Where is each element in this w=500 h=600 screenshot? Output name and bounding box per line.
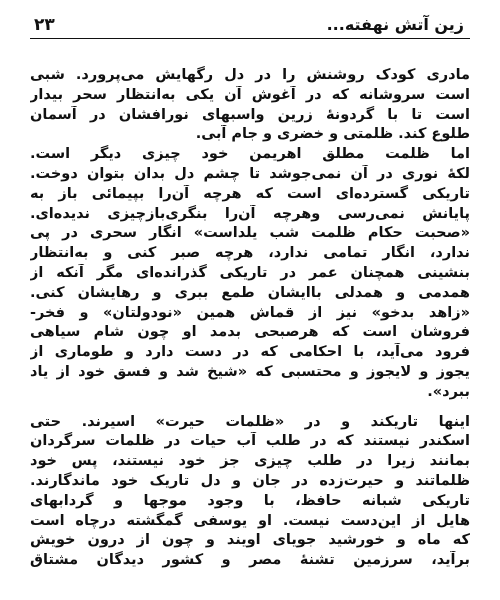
page-header [30,14,470,36]
text-line: اما ظلمت مطلق اهریمن خود چیزی دیگر است. [30,146,470,163]
text-line: اسکندر نیستند که در طلب آب حیات در ظلمات سرگردان [30,433,470,450]
body-text [30,66,470,571]
text-line: فروشان است که هرصبحی بدمد او چون شام سیاهی [30,324,470,341]
text-line: طلوع کند. ظلمتی و خضری و جام آبی. [195,126,470,143]
text-line: که ماه و خورشید جویای اویند و چون از درون خویش [30,532,470,549]
text-line: مادری کودک روشنش را در دل رگهایش می‌پرورد. شبی [30,67,470,83]
text-line: اینها تاریکند و در «ظلمات حیرت» اسیرند. حتی [30,413,470,430]
text-line: تاریکی شبانه حافظ، با وجود موجها و گردابهای [30,492,470,509]
text-line: بنشینی همچنان عمر در تاریکی گذرانده‌ای مگر آنکه از [30,264,470,281]
text-line: همدمی و همدلی باایشان طمع ببری و رهایشان کنی. [30,284,470,301]
text-line: لکهٔ نوری در آن نمی‌جوشد تا چشم دل بدان بتوان دوخت. [30,165,470,182]
text-line: ظلماتند و حیرت‌زده در جان و دل تاریک خود ماندگارند. [30,472,470,489]
running-title: زین آتش نهفته... [326,15,464,34]
text-line: پایانش نمی‌رسی وهرچه آن‌را بنگری‌بازچیزی ندیده‌ای. [30,205,470,222]
page-number: ۲۳ [34,15,55,35]
text-line: «زاهد بدخو» نیز از قماش همین «نودولتان» و فخر- [30,304,470,321]
text-line: «صحبت حکام ظلمت شب یلداست» انگار سحری در پی [30,225,470,242]
text-line: بمانند زیرا در طلب چیزی جز خود نیستند، پس خود [30,453,470,470]
paragraph-gap [30,403,470,413]
text-line: ببرد». [427,383,470,400]
text-line: ندارد، انگار تمامی ندارد، هرچه صبر کنی و به‌انتظار [30,245,470,262]
text-line: تاریکی گسترده‌ای است که هرچه آن‌را بپیمائی باز به [30,185,470,202]
text-line: است تا با گردونهٔ زرین واسبهای نورافشان در آسمان [30,106,470,123]
text-line: فرود می‌آید، با احکامی که در دست دارد و طوماری از [30,344,470,361]
text-line: است سروشانه که در آغوش آن یکی به‌انتظار سحر بیدار [30,86,470,103]
text-line: یجوز و لایجوز و محتسبی که «شیخ شد و فسق خود از یاد [30,363,470,380]
text-line: برآید، سرزمین تشنهٔ مصر و کشور دیدگان مشتاق [30,552,470,569]
text-line: هایل از این‌دست نیست. او یوسفی گمگشته درچاه است [30,512,470,529]
header-rule [30,38,470,39]
